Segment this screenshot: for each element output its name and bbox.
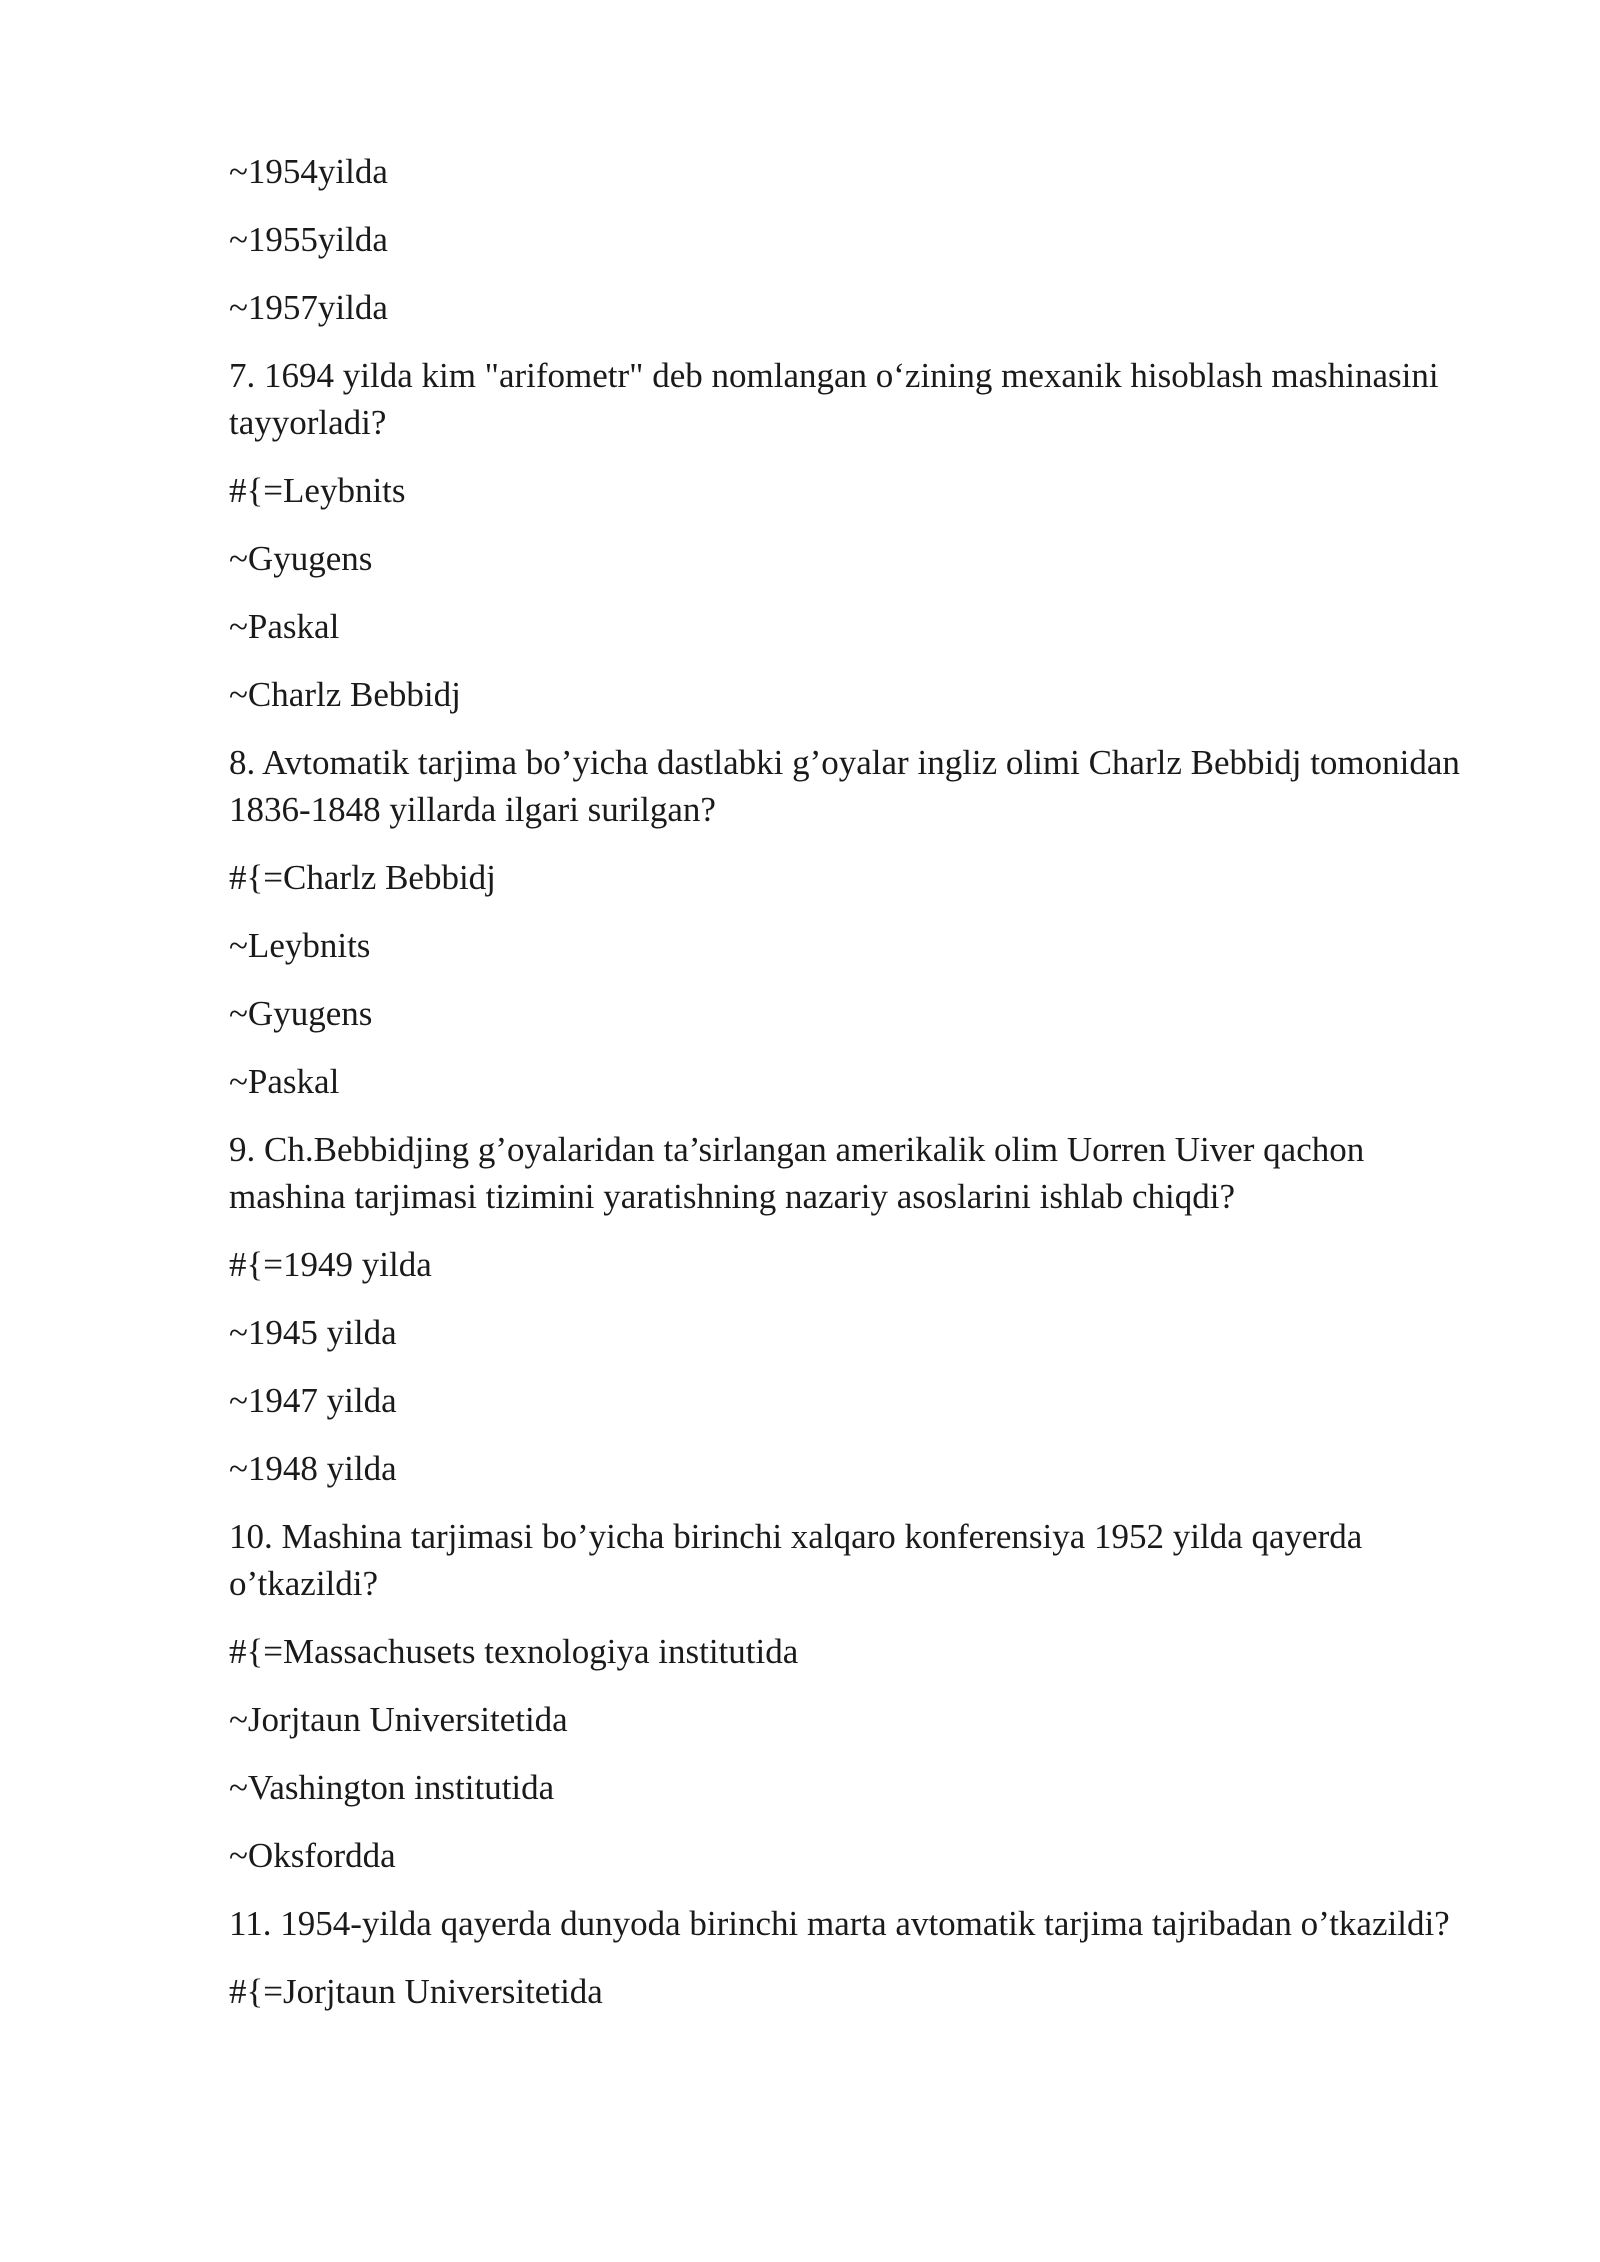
question-9: 9. Ch.Bebbidjing g’oyalaridan ta’sirlangan amerikalik olim Uorren Uiver qachon mashina tarjimasi tizimini yaratishning nazariy asoslarini ishlab chiqdi? — [229, 1130, 1365, 1216]
answer-option: ~1945 yilda — [229, 1313, 397, 1352]
answer-option: ~Paskal — [229, 1062, 340, 1101]
answer-option: ~Paskal — [229, 607, 340, 646]
question-7: 7. 1694 yilda kim "arifometr" deb nomlangan o‘zining mexanik hisoblash mashinasini tayyorladi? — [229, 356, 1439, 442]
answer-option: ~Vashington institutida — [229, 1768, 555, 1807]
answer-option: ~Charlz Bebbidj — [229, 675, 461, 714]
answer-option: ~Gyugens — [229, 994, 373, 1033]
correct-answer: #{=Leybnits — [229, 471, 406, 510]
answer-option: ~Oksfordda — [229, 1836, 396, 1875]
correct-answer: #{=Massachusets texnologiya institutida — [229, 1632, 799, 1671]
correct-answer: #{=Charlz Bebbidj — [229, 858, 496, 897]
answer-option: ~1957yilda — [229, 288, 388, 327]
question-11: 11. 1954-yilda qayerda dunyoda birinchi marta avtomatik tarjima tajribadan o’tkazildi? — [229, 1904, 1450, 1943]
answer-option: ~Jorjtaun Universitetida — [229, 1700, 568, 1739]
question-8: 8. Avtomatik tarjima bo’yicha dastlabki g’oyalar ingliz olimi Charlz Bebbidj tomonidan 1836-1848 yillarda ilgari surilgan? — [229, 743, 1460, 829]
answer-option: ~1948 yilda — [229, 1449, 397, 1488]
question-10: 10. Mashina tarjimasi bo’yicha birinchi xalqaro konferensiya 1952 yilda qayerda o’tkazildi? — [229, 1517, 1363, 1603]
correct-answer: #{=1949 yilda — [229, 1245, 432, 1284]
answer-option: ~Leybnits — [229, 926, 371, 965]
answer-option: ~1947 yilda — [229, 1381, 397, 1420]
answer-option: ~1954yilda — [229, 152, 388, 191]
answer-option: ~Gyugens — [229, 539, 373, 578]
answer-option: ~1955yilda — [229, 220, 388, 259]
correct-answer: #{=Jorjtaun Universitetida — [229, 1972, 603, 2011]
document-body — [229, 148, 1469, 2036]
